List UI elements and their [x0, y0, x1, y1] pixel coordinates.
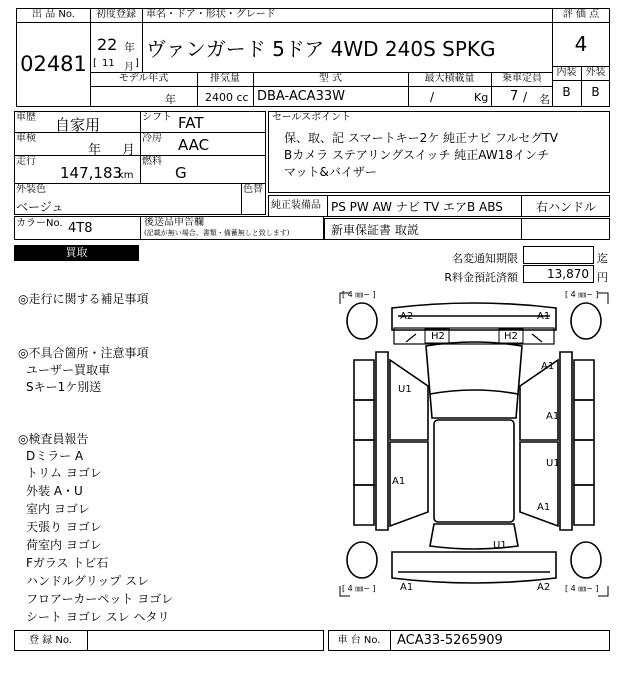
mileage-unit: km — [118, 170, 134, 181]
vehicle-damage-diagram — [336, 290, 612, 600]
sales-line-3: マット&バイザー — [284, 165, 377, 179]
driving-notes-title: ◎走行に関する補足事項 — [18, 292, 149, 306]
exterior-grade: B — [591, 85, 600, 99]
damage-mark: U1 — [546, 458, 560, 469]
steering-position: 右ハンドル — [536, 200, 597, 214]
name-change-label: 名変通知期限 — [452, 252, 518, 265]
inspector-line: Fガラス トビ石 — [26, 556, 109, 570]
reg-month-open: [ — [93, 58, 97, 69]
displacement: 2400 cc — [205, 91, 249, 104]
reg-year-unit: 年 — [124, 41, 135, 54]
history: 自家用 — [55, 116, 101, 134]
first-reg-label: 初度登録 — [96, 9, 136, 20]
capacity-unit: 名 — [539, 93, 550, 106]
model-type: DBA-ACA33W — [257, 89, 345, 104]
inspector-line: ハンドルグリップ スレ — [26, 574, 150, 588]
max-load-unit: Kg — [474, 91, 489, 104]
damage-mark: A1 — [537, 502, 551, 513]
docs-sub: (記載が無い場合、書類・備蓄無しと致します) — [144, 229, 290, 237]
damage-mark: A1 — [537, 311, 551, 322]
name-change-unit: 迄 — [597, 252, 608, 265]
aircon: AAC — [178, 136, 210, 154]
damage-mark: A1 — [546, 411, 560, 422]
reg-month: 11 — [102, 58, 115, 69]
inspector-line: 室内 ヨゴレ — [26, 502, 90, 516]
inspector-line: トリム ヨゴレ — [26, 466, 102, 480]
fuel-label: 燃料 — [142, 156, 162, 167]
damage-mark: A2 — [400, 311, 414, 322]
exterior-grade-label: 外装 — [585, 67, 606, 78]
reg-month-unit: 月 — [124, 62, 134, 73]
inspection-label: 車検 — [16, 133, 36, 144]
sales-point-label: セールスポイント — [272, 112, 352, 123]
color-no: 4T8 — [68, 221, 93, 236]
damage-mark: A1 — [400, 582, 414, 593]
sales-line-2: Bカメラ ステアリングスイッチ 純正AW18インチ — [284, 148, 549, 162]
capacity: 7 — [510, 89, 519, 104]
grade-label: 評 価 点 — [562, 9, 600, 20]
purchase-label: 買取 — [65, 246, 88, 259]
damage-mark: A2 — [537, 582, 551, 593]
exterior-color: ベージュ — [16, 200, 64, 214]
equipment-label: 純正装備品 — [271, 200, 321, 211]
damage-mark: U1 — [398, 384, 412, 395]
inspection-year: 年 — [88, 143, 102, 158]
recycle-label: R料金預託済額 — [444, 271, 518, 284]
recycle-value: 13,870 — [547, 267, 589, 281]
type-label: 型 式 — [318, 73, 343, 84]
damage-mark: H2 — [504, 331, 518, 342]
fuel: G — [175, 164, 187, 182]
defect-line: Sキー1ケ別送 — [26, 380, 102, 394]
capacity-slash: / — [523, 90, 528, 104]
inspector-report-title: ◎検査員報告 — [18, 432, 89, 446]
tire-depth-front-left: [ 4 ㎜~ ] — [342, 290, 376, 299]
interior-grade-label: 内装 — [556, 67, 577, 78]
mileage: 147,183 — [60, 164, 123, 182]
inspection-month: 月 — [122, 143, 136, 158]
lot-number: 02481 — [20, 52, 87, 76]
color-no-label: カラーNo. — [16, 218, 63, 229]
sales-line-1: 保、取、記 スマートキー2ケ 純正ナビ フルセグTV — [284, 131, 558, 145]
color-change-label: 色替 — [243, 184, 263, 195]
inspector-line: 外装 A・U — [26, 484, 83, 498]
damage-mark: A1 — [392, 476, 406, 487]
lot-number-label: 出 品 No. — [32, 9, 75, 20]
docs-label: 後送品申告欄 — [144, 217, 204, 228]
inspector-line: シート ヨゴレ スレ ヘタリ — [26, 610, 170, 624]
inspector-line: 天張り ヨゴレ — [26, 520, 102, 534]
damage-mark: U1 — [493, 540, 507, 551]
equipment-items: PS PW AW ナビ TV エアB ABS — [331, 200, 503, 214]
warranty: 新車保証書 取説 — [331, 223, 419, 237]
displacement-label: 排気量 — [210, 73, 240, 84]
registration-no-label: 登 録 No. — [29, 635, 72, 646]
car-name-label: 車名・ドア・形状・グレード — [146, 9, 276, 20]
capacity-label: 乗車定員 — [502, 73, 542, 84]
reg-month-close: ] — [135, 58, 139, 69]
max-load-label: 最大積載量 — [424, 73, 475, 84]
shift: FAT — [178, 114, 204, 132]
model-year-unit: 年 — [165, 93, 176, 106]
tire-depth-rear-left: [ 4 ㎜~ ] — [342, 584, 376, 593]
damage-mark: A1 — [541, 361, 555, 372]
chassis-no: ACA33-5265909 — [397, 633, 503, 648]
defect-line: ユーザー買取車 — [26, 363, 111, 377]
reg-year: 22 — [97, 35, 118, 54]
tire-depth-front-right: [ 4 ㎜~ ] — [565, 290, 599, 299]
tire-depth-rear-right: [ 4 ㎜~ ] — [565, 584, 599, 593]
mileage-label: 走行 — [16, 156, 36, 167]
inspector-line: Dミラー A — [26, 449, 84, 463]
shift-label: シフト — [142, 112, 172, 123]
max-load-slash: / — [430, 90, 435, 104]
model-year-label: モデル年式 — [118, 73, 169, 84]
defect-notes-title: ◎不具合箇所・注意事項 — [18, 346, 149, 360]
history-label: 車歴 — [16, 112, 36, 123]
interior-grade: B — [562, 85, 571, 99]
exterior-color-label: 外装色 — [16, 184, 46, 195]
name-change-box — [523, 246, 594, 264]
damage-mark: H2 — [431, 331, 445, 342]
auction-grade: 4 — [574, 32, 588, 56]
chassis-no-label: 車 台 No. — [337, 635, 381, 646]
inspector-line: フロアーカーペット ヨゴレ — [26, 592, 174, 606]
inspector-line: 荷室内 ヨゴレ — [26, 538, 102, 552]
recycle-unit: 円 — [597, 271, 608, 284]
car-name: ヴァンガード 5ドア 4WD 240S SPKG — [146, 37, 496, 61]
aircon-label: 冷房 — [142, 133, 162, 144]
